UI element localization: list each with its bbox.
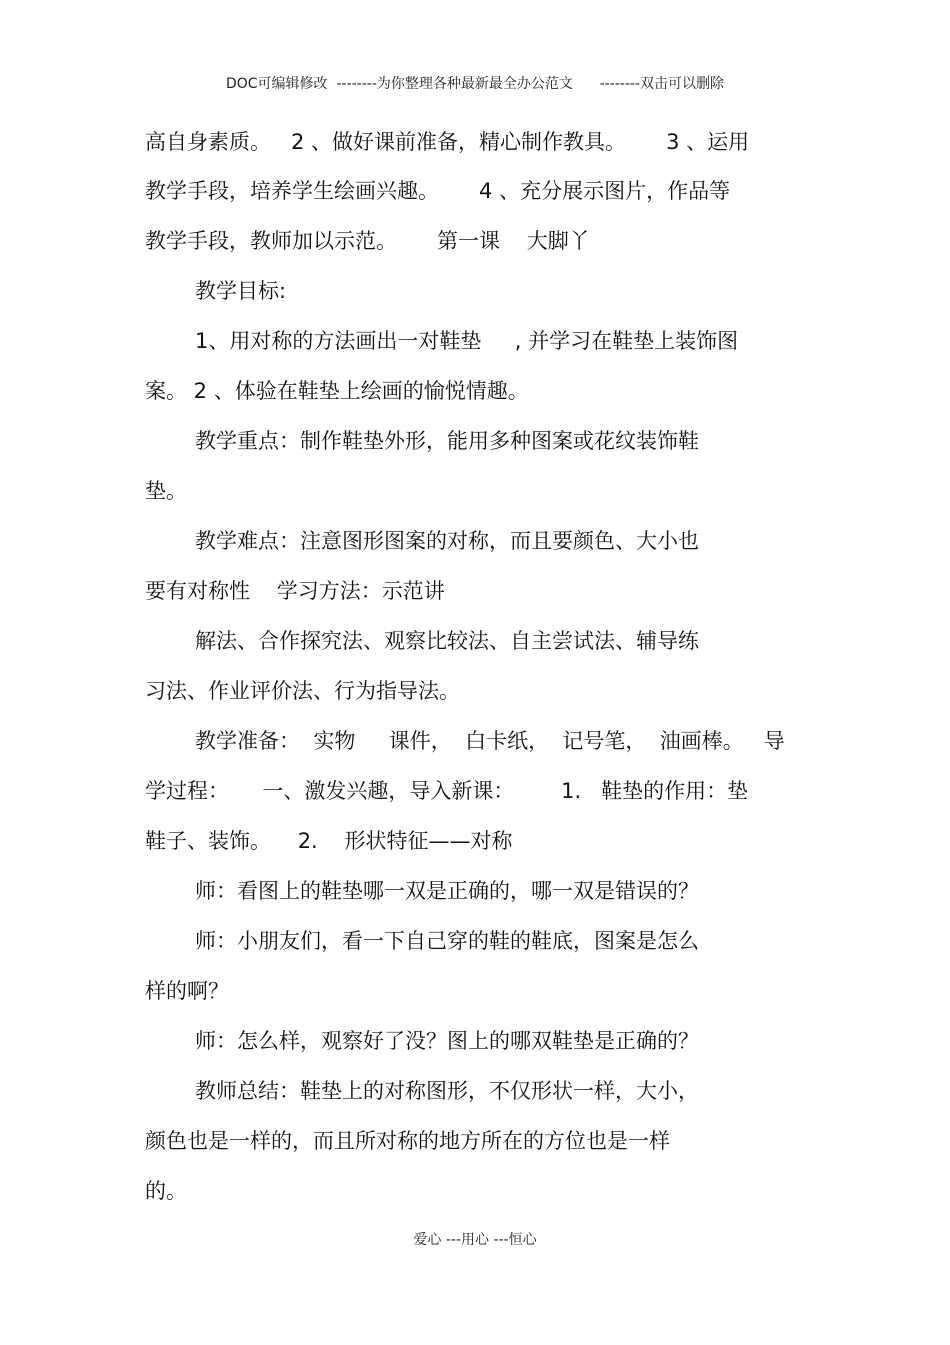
text-line: 教学准备： 实物 课件， 白卡纸， 记号笔， 油画棒。 导	[195, 729, 785, 753]
text-line: 的。	[145, 1179, 187, 1203]
text-line: 高自身素质。 2 、做好课前准备，精心制作教具。 3 、运用	[145, 130, 750, 154]
text-line: 颜色也是一样的，而且所对称的地方所在的方位也是一样	[145, 1129, 670, 1153]
text-line: 垫。	[145, 479, 187, 503]
text-line: 习法、作业评价法、行为指导法。	[145, 679, 460, 703]
text-line: 案。 2 、体验在鞋垫上绘画的愉悦情趣。	[145, 379, 529, 403]
text-line: 师：怎么样，观察好了没？图上的哪双鞋垫是正确的？	[195, 1029, 699, 1053]
text-line: 教学难点：注意图形图案的对称，而且要颜色、大小也	[195, 529, 699, 553]
text-line: 1、用对称的方法画出一对鞋垫 , 并学习在鞋垫上装饰图	[195, 329, 739, 353]
text-line: 学过程： 一、激发兴趣，导入新课： 1. 鞋垫的作用：垫	[145, 779, 749, 803]
text-line: 解法、合作探究法、观察比较法、自主尝试法、辅导练	[195, 629, 699, 653]
text-line: 教师总结：鞋垫上的对称图形，不仅形状一样，大小，	[195, 1079, 699, 1103]
text-line: 教学手段，教师加以示范。 第一课 大脚丫	[145, 229, 590, 253]
text-line: 师：小朋友们，看一下自己穿的鞋的鞋底，图案是怎么	[195, 929, 699, 953]
text-line: 师：看图上的鞋垫哪一双是正确的，哪一双是错误的？	[195, 879, 699, 903]
text-line: 教学手段，培养学生绘画兴趣。 4 、充分展示图片，作品等	[145, 179, 731, 203]
text-line: 样的啊？	[145, 979, 229, 1003]
text-line: 鞋子、装饰。 2. 形状特征——对称	[145, 829, 513, 853]
page-footer: 爱心 ---用心 ---恒心	[413, 1232, 537, 1248]
section-heading: 教学目标:	[195, 279, 287, 303]
text-line: 教学重点：制作鞋垫外形，能用多种图案或花纹装饰鞋	[195, 429, 699, 453]
text-line: 要有对称性 学习方法：示范讲	[145, 579, 445, 603]
page-header: DOC可编辑修改 --------为你整理各种最新最全办公范文 --------双击可以删除	[225, 76, 724, 92]
